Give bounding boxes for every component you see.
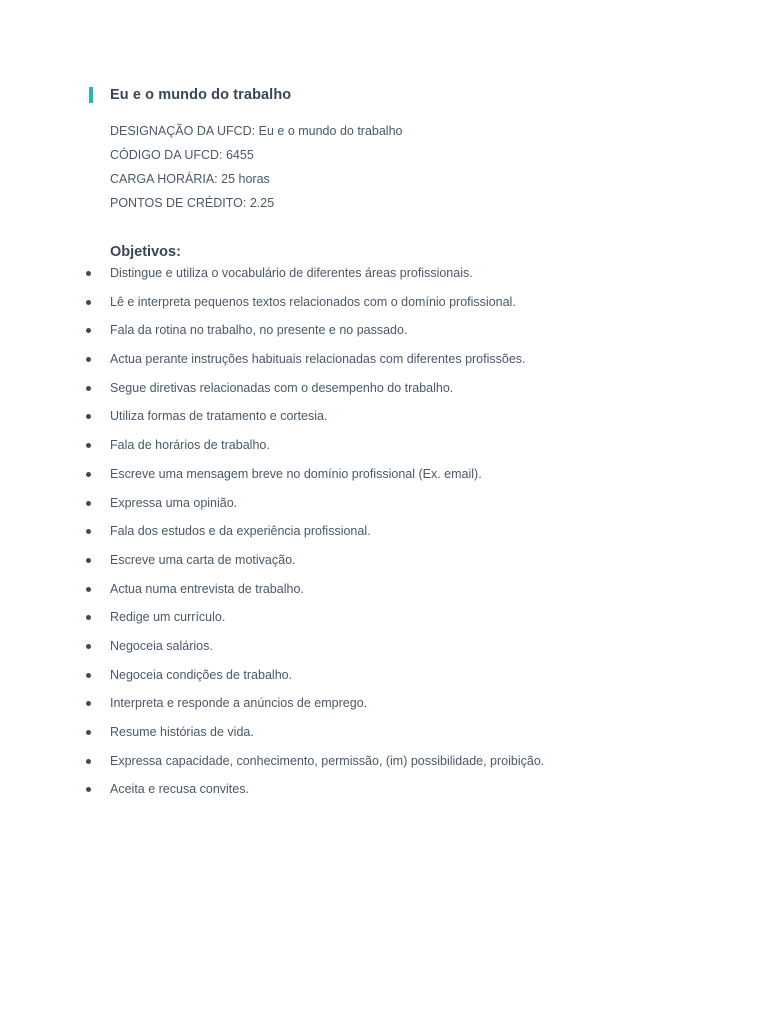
objective-text: Expressa uma opinião. bbox=[110, 495, 238, 510]
objective-text: Fala da rotina no trabalho, no presente e no passado. bbox=[110, 323, 408, 338]
bullet-icon bbox=[86, 673, 91, 678]
accent-bar bbox=[89, 87, 93, 103]
objective-item bbox=[0, 551, 768, 580]
bullet-icon bbox=[86, 558, 91, 563]
objective-item bbox=[0, 379, 768, 408]
bullet-icon bbox=[86, 759, 91, 764]
bullet-icon bbox=[86, 300, 91, 305]
objective-text: Actua perante instruções habituais relacionadas com diferentes profissões. bbox=[110, 352, 526, 367]
bullet-icon bbox=[86, 443, 91, 448]
objective-item bbox=[0, 666, 768, 695]
objective-item bbox=[0, 780, 768, 809]
ufcd-meta-list bbox=[110, 119, 403, 215]
objective-item bbox=[0, 723, 768, 752]
bullet-icon bbox=[86, 501, 91, 506]
bullet-icon bbox=[86, 386, 91, 391]
bullet-icon bbox=[86, 472, 91, 477]
objective-item bbox=[0, 465, 768, 494]
objective-item bbox=[0, 694, 768, 723]
bullet-icon bbox=[86, 414, 91, 419]
objective-text: Escreve uma mensagem breve no domínio profissional (Ex. email). bbox=[110, 466, 482, 481]
objective-item bbox=[0, 293, 768, 322]
bullet-icon bbox=[86, 271, 91, 276]
objective-text: Lê e interpreta pequenos textos relacionados com o domínio profissional. bbox=[110, 294, 516, 309]
objective-item bbox=[0, 350, 768, 379]
bullet-icon bbox=[86, 615, 91, 620]
objectives-list bbox=[0, 264, 768, 809]
objective-text: Actua numa entrevista de trabalho. bbox=[110, 581, 304, 596]
bullet-icon bbox=[86, 357, 91, 362]
meta-credits: PONTOS DE CRÉDITO: 2.25 bbox=[110, 196, 275, 210]
objective-text: Redige um currículo. bbox=[110, 610, 226, 625]
objective-item bbox=[0, 580, 768, 609]
objective-text: Negoceia salários. bbox=[110, 638, 213, 653]
objective-text: Segue diretivas relacionadas com o desempenho do trabalho. bbox=[110, 380, 454, 395]
objective-item bbox=[0, 321, 768, 350]
bullet-icon bbox=[86, 730, 91, 735]
objective-text: Distingue e utiliza o vocabulário de diferentes áreas profissionais. bbox=[110, 266, 473, 280]
objective-text: Escreve uma carta de motivação. bbox=[110, 552, 296, 567]
objectives-heading: Objetivos: bbox=[110, 244, 181, 260]
objective-text: Utiliza formas de tratamento e cortesia. bbox=[110, 409, 328, 424]
meta-workload: CARGA HORÁRIA: 25 horas bbox=[110, 172, 270, 186]
document-title: Eu e o mundo do trabalho bbox=[110, 86, 292, 103]
objective-text: Fala dos estudos e da experiência profissional. bbox=[110, 524, 371, 539]
bullet-icon bbox=[86, 701, 91, 706]
objective-text: Aceita e recusa convites. bbox=[110, 782, 249, 797]
objective-text: Interpreta e responde a anúncios de emprego. bbox=[110, 696, 368, 711]
bullet-icon bbox=[86, 644, 91, 649]
objective-item bbox=[0, 637, 768, 666]
title-row bbox=[89, 86, 291, 103]
bullet-icon bbox=[86, 328, 91, 333]
objective-item bbox=[0, 264, 768, 293]
bullet-icon bbox=[86, 529, 91, 534]
objective-item bbox=[0, 608, 768, 637]
objective-text: Resume histórias de vida. bbox=[110, 725, 254, 739]
objective-item bbox=[0, 407, 768, 436]
bullet-icon bbox=[86, 587, 91, 592]
meta-code: CÓDIGO DA UFCD: 6455 bbox=[110, 148, 254, 162]
objective-text: Expressa capacidade, conhecimento, permissão, (im) possibilidade, proibição. bbox=[110, 753, 545, 768]
objective-item bbox=[0, 522, 768, 551]
objective-item bbox=[0, 436, 768, 465]
meta-designation: DESIGNAÇÃO DA UFCD: Eu e o mundo do trabalho bbox=[110, 124, 403, 138]
objective-text: Fala de horários de trabalho. bbox=[110, 438, 270, 453]
objective-item bbox=[0, 752, 768, 781]
objective-text: Negoceia condições de trabalho. bbox=[110, 667, 293, 682]
bullet-icon bbox=[86, 787, 91, 792]
objective-item bbox=[0, 494, 768, 523]
